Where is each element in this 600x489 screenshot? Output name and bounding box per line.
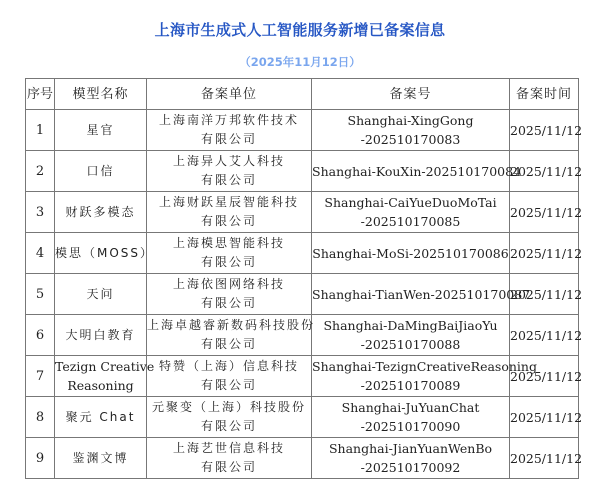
cell-model-name [55,192,147,233]
cell-organization [147,274,312,315]
page-subtitle-date: （2025年11月12日） [239,55,361,69]
cell-model-name-line: 财跃多模态 [65,204,136,219]
cell-model-name-line: 聚元 Chat [65,409,136,424]
cell-organization-line: 上海财跃星辰智能科技 [158,195,299,209]
cell-organization-line: 有限公司 [200,460,257,474]
cell-filing-number-line: Shanghai-DaMingBaiJiaoYu [323,318,498,333]
cell-model-name [55,397,147,438]
cell-filing-number-line: Shanghai-XingGong [347,113,474,128]
header-filing-date: 备案时间 [510,79,579,110]
cell-organization-line: 有限公司 [200,255,257,269]
cell-model-name [55,274,147,315]
cell-organization [147,397,312,438]
cell-model-name [55,315,147,356]
cell-filing-number [312,110,510,151]
cell-filing-date: 2025/11/12 [510,315,579,356]
cell-no: 8 [26,397,55,438]
cell-filing-number [312,315,510,356]
cell-organization-line: 上海卓越睿新数码科技股份 [147,318,316,332]
cell-organization [147,356,312,397]
cell-model-name-line: 大明白教育 [65,327,136,342]
table-row [26,438,579,479]
cell-filing-number-line: -202510170089 [360,378,461,393]
cell-organization-line: 上海艺世信息科技 [172,441,285,455]
cell-filing-date: 2025/11/12 [510,110,579,151]
cell-filing-number-line: Shanghai-CaiYueDuoMoTai [324,195,497,210]
cell-filing-number [312,438,510,479]
cell-filing-number [312,151,522,192]
cell-no: 4 [26,233,55,274]
cell-filing-number [312,356,537,397]
cell-no: 1 [26,110,55,151]
cell-no: 9 [26,438,55,479]
cell-model-name-line: Tezign Creative [55,359,155,374]
cell-organization-line: 有限公司 [200,337,257,351]
cell-filing-date: 2025/11/12 [510,397,579,438]
cell-filing-number [312,274,531,315]
cell-filing-number-line: Shanghai-MoSi-202510170086 [312,245,509,261]
cell-model-name [55,233,155,274]
cell-no: 2 [26,151,55,192]
cell-filing-number-line: -202510170088 [360,337,461,352]
table-row [26,110,579,151]
header-filing-number: 备案号 [312,79,510,110]
cell-organization-line: 上海南洋万邦软件技术 [158,113,299,127]
cell-organization-line: 元聚变（上海）科技股份 [151,400,306,414]
cell-no: 5 [26,274,55,315]
cell-organization [147,110,312,151]
table-row [26,356,579,397]
cell-organization-line: 有限公司 [200,214,257,228]
cell-organization-line: 上海模思智能科技 [172,236,285,250]
cell-filing-number-line: Shanghai-JuYuanChat [341,400,480,415]
cell-model-name [55,438,147,479]
cell-no: 3 [26,192,55,233]
cell-model-name-line: 模思（MOSS） [55,245,155,260]
cell-filing-number-line: -202510170083 [360,132,461,147]
cell-filing-number-line: -202510170092 [360,460,461,475]
table-row [26,192,579,233]
cell-organization [147,151,312,192]
cell-model-name [55,151,147,192]
cell-organization-line: 有限公司 [200,378,257,392]
cell-model-name [55,356,155,397]
table-row [26,397,579,438]
cell-organization-line: 上海依图网络科技 [172,277,285,291]
cell-model-name [55,110,147,151]
cell-filing-date: 2025/11/12 [510,192,579,233]
cell-filing-date: 2025/11/12 [510,233,579,274]
cell-filing-date: 2025/11/12 [510,438,579,479]
filing-table [25,78,583,479]
cell-organization-line: 上海异人艾人科技 [172,154,285,168]
cell-filing-date: 2025/11/12 [510,356,579,397]
cell-filing-number [312,192,510,233]
table-row [26,274,579,315]
cell-organization-line: 有限公司 [200,419,257,433]
cell-filing-number-line: Shanghai-TezignCreativeReasoning [312,359,537,374]
header-organization: 备案单位 [147,79,312,110]
cell-filing-number [312,397,510,438]
cell-filing-number [312,233,510,274]
cell-organization-line: 有限公司 [200,132,257,146]
cell-no: 6 [26,315,55,356]
cell-organization-line: 有限公司 [200,296,257,310]
table-row [26,315,579,356]
cell-model-name-line: 鉴渊文博 [72,450,129,465]
cell-filing-date: 2025/11/12 [510,151,579,192]
cell-organization [147,192,312,233]
cell-organization-line: 有限公司 [200,173,257,187]
cell-filing-number-line: -202510170090 [360,419,461,434]
header-model-name: 模型名称 [55,79,147,110]
cell-organization [147,438,312,479]
cell-model-name-line: 天问 [86,286,115,301]
table-row [26,233,579,274]
page-title: 上海市生成式人工智能服务新增已备案信息 [154,21,446,39]
cell-model-name-line: 星官 [86,122,115,137]
cell-organization [147,233,312,274]
cell-organization-line: 特赞（上海）信息科技 [158,359,299,373]
cell-filing-date: 2025/11/12 [510,274,579,315]
cell-filing-number-line: Shanghai-JianYuanWenBo [328,441,493,456]
header-no: 序号 [26,79,55,110]
cell-organization [147,315,316,356]
cell-filing-number-line: Shanghai-KouXin-202510170084 [312,163,522,179]
cell-filing-number-line: Shanghai-TianWen-202510170087 [312,286,531,302]
cell-model-name-line: 口信 [86,163,115,178]
cell-filing-number-line: -202510170085 [360,214,461,229]
cell-no: 7 [26,356,55,397]
table-header-row [26,79,579,110]
cell-model-name-line: Reasoning [67,378,134,393]
table-row [26,151,579,192]
